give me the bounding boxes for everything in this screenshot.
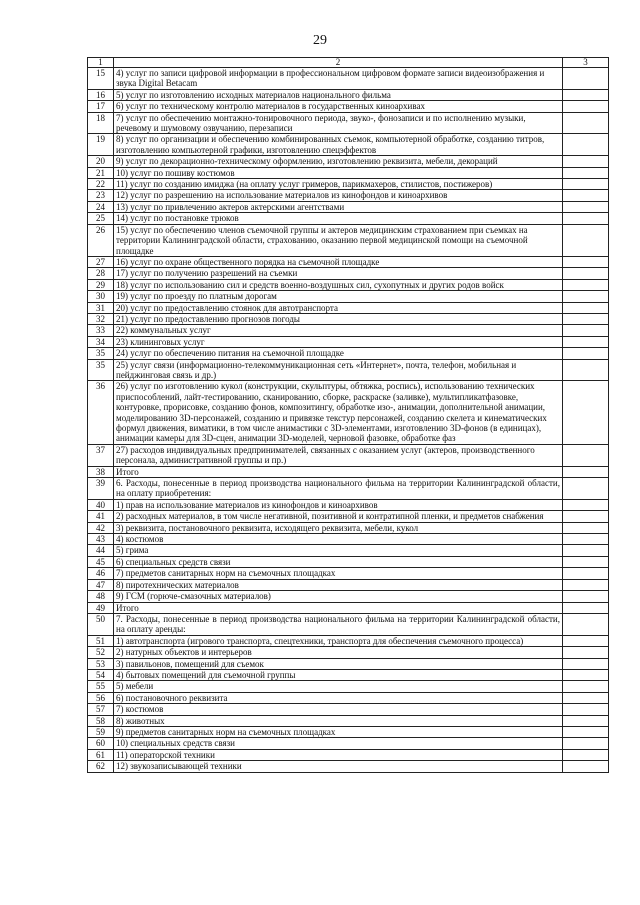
document-table	[87, 57, 609, 773]
row-number: 54	[88, 669, 114, 680]
row-number: 16	[88, 89, 114, 100]
table-row	[88, 692, 609, 703]
row-number: 58	[88, 715, 114, 726]
table-row	[88, 681, 609, 692]
row-value-cell	[563, 179, 609, 190]
row-value-cell	[563, 190, 609, 201]
table-row	[88, 213, 609, 224]
table-row	[88, 715, 609, 726]
row-number: 42	[88, 522, 114, 533]
row-description: 3) павильонов, помещений для съемок	[114, 658, 563, 669]
row-number: 36	[88, 381, 114, 444]
table-row	[88, 279, 609, 290]
page-number: 29	[313, 33, 327, 48]
row-description: 27) расходов индивидуальных предпринимателей, связанных с оказанием услуг (актеров, производственного персонала, административной группы и пр.)	[114, 444, 563, 466]
row-number: 39	[88, 478, 114, 500]
row-value-cell	[563, 591, 609, 602]
table-row	[88, 291, 609, 302]
row-value-cell	[563, 568, 609, 579]
row-value-cell	[563, 224, 609, 256]
row-description: 17) услуг по получению разрешений на съемки	[114, 268, 563, 279]
table-row	[88, 726, 609, 737]
table-row	[88, 704, 609, 715]
table-row	[88, 591, 609, 602]
row-number: 27	[88, 256, 114, 267]
table-row	[88, 556, 609, 567]
table-row	[88, 89, 609, 100]
row-description: 11) операторской техники	[114, 749, 563, 760]
row-number: 21	[88, 167, 114, 178]
row-value-cell	[563, 466, 609, 477]
row-value-cell	[563, 112, 609, 134]
column-header-1: 1	[88, 58, 114, 68]
row-number: 61	[88, 749, 114, 760]
row-number: 57	[88, 704, 114, 715]
row-value-cell	[563, 302, 609, 313]
row-description: 9) предметов санитарных норм на съемочных площадках	[114, 726, 563, 737]
row-description: 16) услуг по охране общественного порядка на съемочной площадке	[114, 256, 563, 267]
row-value-cell	[563, 647, 609, 658]
row-description: 6) постановочного реквизита	[114, 692, 563, 703]
row-value-cell	[563, 325, 609, 336]
row-description: 5) мебели	[114, 681, 563, 692]
table-row	[88, 179, 609, 190]
row-value-cell	[563, 359, 609, 381]
table-row	[88, 190, 609, 201]
row-number: 51	[88, 635, 114, 646]
row-description: 8) услуг по организации и обеспечению комбинированных съемок, компьютерной обработке, созданию титров, изготовлению компьютерной графики, изготовлению спецэффектов	[114, 134, 563, 156]
row-number: 60	[88, 738, 114, 749]
table-row	[88, 545, 609, 556]
row-number: 35	[88, 359, 114, 381]
table-row	[88, 749, 609, 760]
table-row	[88, 579, 609, 590]
row-value-cell	[563, 381, 609, 444]
row-value-cell	[563, 613, 609, 635]
table-row	[88, 613, 609, 635]
row-description: 7) предметов санитарных норм на съемочных площадках	[114, 568, 563, 579]
table-row	[88, 156, 609, 167]
row-value-cell	[563, 167, 609, 178]
table-body	[88, 68, 609, 773]
row-value-cell	[563, 511, 609, 522]
table-row	[88, 568, 609, 579]
row-number: 20	[88, 156, 114, 167]
row-value-cell	[563, 313, 609, 324]
table-row	[88, 224, 609, 256]
row-value-cell	[563, 478, 609, 500]
row-value-cell	[563, 749, 609, 760]
table-row	[88, 134, 609, 156]
row-value-cell	[563, 279, 609, 290]
row-value-cell	[563, 681, 609, 692]
table-row	[88, 761, 609, 772]
row-number: 15	[88, 68, 114, 90]
row-number: 49	[88, 602, 114, 613]
table-row	[88, 201, 609, 212]
table-row	[88, 268, 609, 279]
row-description: 5) услуг по изготовлению исходных материалов национального фильма	[114, 89, 563, 100]
row-number: 41	[88, 511, 114, 522]
row-value-cell	[563, 256, 609, 267]
row-value-cell	[563, 522, 609, 533]
row-description: 3) реквизита, постановочного реквизита, исходящего реквизита, мебели, кукол	[114, 522, 563, 533]
table-row	[88, 325, 609, 336]
row-description: 18) услуг по использованию сил и средств военно-воздушных сил, сухопутных и других родов войск	[114, 279, 563, 290]
row-value-cell	[563, 348, 609, 359]
table-row	[88, 669, 609, 680]
row-description: 5) грима	[114, 545, 563, 556]
row-description: 23) клининговых услуг	[114, 336, 563, 347]
table-row	[88, 522, 609, 533]
row-description: 9) услуг по декорационно-техническому оформлению, изготовлению реквизита, мебели, декораций	[114, 156, 563, 167]
row-value-cell	[563, 602, 609, 613]
row-value-cell	[563, 336, 609, 347]
table-row	[88, 256, 609, 267]
table-row	[88, 313, 609, 324]
row-number: 59	[88, 726, 114, 737]
row-number: 25	[88, 213, 114, 224]
row-value-cell	[563, 89, 609, 100]
row-description: 2) расходных материалов, в том числе негативной, позитивной и контратипной пленки, и предметов снабжения	[114, 511, 563, 522]
row-description: 1) прав на использование материалов из кинофондов и киноархивов	[114, 499, 563, 510]
row-description: 7) костюмов	[114, 704, 563, 715]
row-number: 23	[88, 190, 114, 201]
table-row	[88, 302, 609, 313]
row-number: 50	[88, 613, 114, 635]
table-row	[88, 658, 609, 669]
row-number: 31	[88, 302, 114, 313]
row-number: 44	[88, 545, 114, 556]
row-description: 10) специальных средств связи	[114, 738, 563, 749]
row-value-cell	[563, 134, 609, 156]
row-value-cell	[563, 635, 609, 646]
row-number: 18	[88, 112, 114, 134]
row-number: 52	[88, 647, 114, 658]
row-number: 35	[88, 348, 114, 359]
row-value-cell	[563, 761, 609, 772]
row-value-cell	[563, 704, 609, 715]
table-row	[88, 511, 609, 522]
row-value-cell	[563, 556, 609, 567]
row-description: 10) услуг по пошиву костюмов	[114, 167, 563, 178]
row-number: 33	[88, 325, 114, 336]
row-description: 25) услуг связи (информационно-телекоммуникационная сеть «Интернет», почта, телефон, мобильная и пейджинговая связь и др.)	[114, 359, 563, 381]
row-description: 21) услуг по предоставлению прогнозов погоды	[114, 313, 563, 324]
table-row	[88, 348, 609, 359]
row-number: 19	[88, 134, 114, 156]
row-description: 8) животных	[114, 715, 563, 726]
table-row	[88, 359, 609, 381]
row-description: 4) услуг по записи цифровой информации в профессиональном цифровом формате записи видеоизображения и звука Digital Betacam	[114, 68, 563, 90]
table-row	[88, 167, 609, 178]
row-description: 6) специальных средств связи	[114, 556, 563, 567]
row-number: 17	[88, 101, 114, 112]
row-value-cell	[563, 68, 609, 90]
row-description: 20) услуг по предоставлению стоянок для автотранспорта	[114, 302, 563, 313]
table-row	[88, 635, 609, 646]
row-description: 19) услуг по проезду по платным дорогам	[114, 291, 563, 302]
row-description: Итого	[114, 466, 563, 477]
table-row	[88, 647, 609, 658]
row-description: 12) звукозаписывающей техники	[114, 761, 563, 772]
row-number: 28	[88, 268, 114, 279]
section-heading: 7. Расходы, понесенные в период производства национального фильма на территории Калининградской области, на оплату аренды:	[114, 613, 563, 635]
row-description: 14) услуг по постановке трюков	[114, 213, 563, 224]
row-value-cell	[563, 658, 609, 669]
row-number: 22	[88, 179, 114, 190]
table-row	[88, 101, 609, 112]
table-row	[88, 381, 609, 444]
table-row	[88, 336, 609, 347]
row-value-cell	[563, 669, 609, 680]
row-number: 29	[88, 279, 114, 290]
table-row	[88, 112, 609, 134]
row-description: 15) услуг по обеспечению членов съемочной группы и актеров медицинским страхованием при съемках на территории Калининградской области, страхованию, оказанию первой медицинской помощи на съемочной площадке	[114, 224, 563, 256]
row-description: 26) услуг по изготовлению кукол (конструкции, скульптуры, обтяжка, роспись), использованию технических приспособлений, лайт-тестированию, сканированию, сборке, раскраске (заливке), мультипликатфазовке, контуровке, прорисовке, созданию фонов, композитингу, обработке изо-, анимации, дополнительной анимации, моделированию 3D-персонажей, созданию и привязке текстур персонажей, созданию скелета и кинематических формул движения, виматики, в том числе анимастики с 3D-элементами, изготовлению 3D-фонов (в единицах), анимации камеры для 3D-сцен, анимации 3D-моделей, черновой фазовке, обработке фаз	[114, 381, 563, 444]
row-number: 46	[88, 568, 114, 579]
row-description: 12) услуг по разрешению на использование материалов из кинофондов и киноархивов	[114, 190, 563, 201]
row-description: Итого	[114, 602, 563, 613]
section-heading: 6. Расходы, понесенные в период производства национального фильма на территории Калининградской области, на оплату приобретения:	[114, 478, 563, 500]
row-number: 24	[88, 201, 114, 212]
row-value-cell	[563, 291, 609, 302]
row-value-cell	[563, 444, 609, 466]
row-number: 38	[88, 466, 114, 477]
row-number: 26	[88, 224, 114, 256]
row-value-cell	[563, 499, 609, 510]
row-number: 53	[88, 658, 114, 669]
row-number: 56	[88, 692, 114, 703]
row-number: 48	[88, 591, 114, 602]
row-description: 4) костюмов	[114, 534, 563, 545]
row-number: 62	[88, 761, 114, 772]
table-row	[88, 499, 609, 510]
column-header-2: 2	[114, 58, 563, 68]
row-description: 24) услуг по обеспечению питания на съемочной площадке	[114, 348, 563, 359]
row-number: 32	[88, 313, 114, 324]
row-description: 1) автотранспорта (игрового транспорта, спецтехники, транспорта для обеспечения съемочного процесса)	[114, 635, 563, 646]
row-number: 30	[88, 291, 114, 302]
row-value-cell	[563, 715, 609, 726]
row-value-cell	[563, 726, 609, 737]
row-description: 4) бытовых помещений для съемочной группы	[114, 669, 563, 680]
table-row	[88, 466, 609, 477]
row-value-cell	[563, 101, 609, 112]
column-header-3: 3	[563, 58, 609, 68]
row-value-cell	[563, 738, 609, 749]
row-value-cell	[563, 213, 609, 224]
row-value-cell	[563, 692, 609, 703]
row-description: 22) коммунальных услуг	[114, 325, 563, 336]
row-value-cell	[563, 534, 609, 545]
row-description: 9) ГСМ (горюче-смазочных материалов)	[114, 591, 563, 602]
row-value-cell	[563, 545, 609, 556]
row-description: 13) услуг по привлечению актеров актерскими агентствами	[114, 201, 563, 212]
row-description: 8) пиротехнических материалов	[114, 579, 563, 590]
table-row	[88, 478, 609, 500]
row-number: 47	[88, 579, 114, 590]
row-description: 6) услуг по техническому контролю материалов в государственных киноархивах	[114, 101, 563, 112]
table-row	[88, 68, 609, 90]
table-row	[88, 534, 609, 545]
table-row	[88, 738, 609, 749]
table-header-row	[88, 58, 609, 68]
row-number: 45	[88, 556, 114, 567]
row-value-cell	[563, 268, 609, 279]
row-number: 43	[88, 534, 114, 545]
row-value-cell	[563, 156, 609, 167]
row-description: 11) услуг по созданию имиджа (на оплату услуг гримеров, парикмахеров, стилистов, постижеров)	[114, 179, 563, 190]
row-description: 7) услуг по обеспечению монтажно-тонировочного периода, звуко-, фонозаписи и по исполнению музыки, речевому и шумовому озвучанию, перезаписи	[114, 112, 563, 134]
row-number: 40	[88, 499, 114, 510]
row-number: 55	[88, 681, 114, 692]
table-row	[88, 444, 609, 466]
row-value-cell	[563, 579, 609, 590]
row-description: 2) натурных объектов и интерьеров	[114, 647, 563, 658]
table-row	[88, 602, 609, 613]
row-number: 34	[88, 336, 114, 347]
row-value-cell	[563, 201, 609, 212]
row-number: 37	[88, 444, 114, 466]
